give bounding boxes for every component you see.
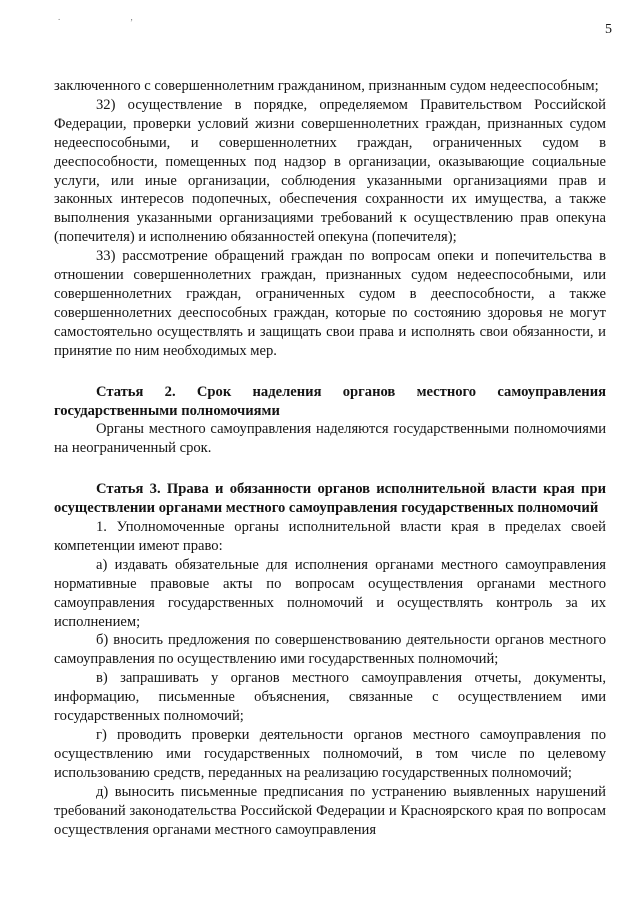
section-gap <box>54 361 606 383</box>
article-3-item-d: д) выносить письменные предписания по устранению выявленных нарушений требований законодательства Российской Федерации и Красноярского края по вопросам осуществления органами местного самоуправления <box>54 783 606 838</box>
article-2-heading: Статья 2. Срок наделения органов местного самоуправления государственными полномочиями <box>54 383 606 419</box>
list-item-32: 32) осуществление в порядке, определяемом Правительством Российской Федерации, проверки условий жизни совершеннолетних граждан, признанных судом недееспособными, и совершеннолетних граждан, ограниченных судом в дееспособности, помещенных под надзор в организации, оказывающие социальные услуги, или иные организации, соблюдения указанными организациями прав и законных интересов подопечных, обеспечения сохранности их имущества, а также выполнения указанными организациями требований к осуществлению прав опекуна (попечителя) и исполнению обязанностей опекуна (попечителя); <box>54 96 606 246</box>
section-gap <box>54 458 606 480</box>
article-3-heading: Статья 3. Права и обязанности органов исполнительной власти края при осуществлении органами местного самоуправления государственных полномочий <box>54 481 606 517</box>
article-3-item-b: б) вносить предложения по совершенствованию деятельности органов местного самоуправления по осуществлению ими государственных полномочий; <box>54 632 606 668</box>
article-3-item-v: в) запрашивать у органов местного самоуправления отчеты, документы, информацию, письменные объяснения, связанные с осуществлением ими государственных полномочий; <box>54 670 606 725</box>
article-2-paragraph: Органы местного самоуправления наделяются государственными полномочиями на неограниченный срок. <box>54 421 606 457</box>
list-item-33: 33) рассмотрение обращений граждан по вопросам опеки и попечительства в отношении совершеннолетних граждан, признанных судом недееспособными, или совершеннолетних граждан, ограниченных судом в дееспособности, а также совершеннолетних дееспособных граждан, которые по состоянию здоровья не могут самостоятельно осуществлять и защищать свои права и исполнять свои обязанности, и принятие по ним необходимых мер. <box>54 248 606 359</box>
article-3-item-g: г) проводить проверки деятельности органов местного самоуправления по осуществлению ими государственных полномочий, в том числе по целевому использованию средств, переданных на реализацию государственных полномочий; <box>54 727 606 781</box>
page-number: 5 <box>605 22 612 37</box>
article-3-item-a: а) издавать обязательные для исполнения органами местного самоуправления нормативные правовые акты по вопросам осуществления органами местного самоуправления государственных полномочий и осуществлять контроль за их исполнением; <box>54 556 606 630</box>
article-3-item-1: 1. Уполномоченные органы исполнительной власти края в пределах своей компетенции имеют право: <box>54 519 606 554</box>
scan-marks: . , <box>58 12 167 22</box>
document-body <box>54 77 606 839</box>
paragraph-continuation: заключенного с совершеннолетним гражданином, признанным судом недееспособным; <box>54 78 599 94</box>
